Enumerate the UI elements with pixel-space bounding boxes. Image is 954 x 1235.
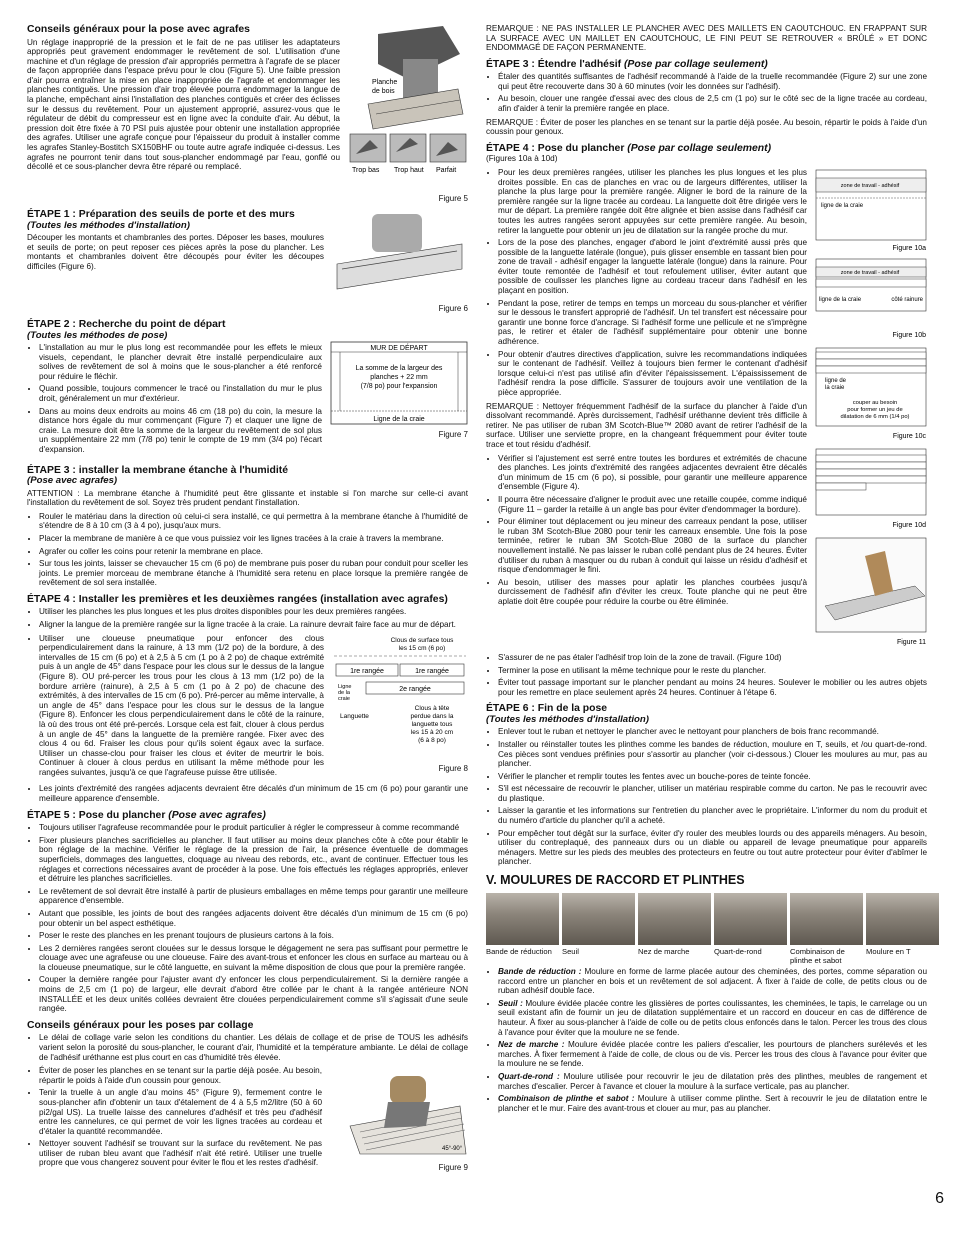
list-item: • Terminer la pose en utilisant la même technique pour le reste du plancher. — [498, 666, 927, 676]
heading-moulures: V. MOULURES DE RACCORD ET PLINTHES — [486, 873, 745, 888]
list-item: • Utiliser les planches les plus longues et les plus droites disponibles pour les deux premières rangées. — [39, 607, 468, 617]
fig7-line2: planches + 22 mm — [370, 374, 428, 381]
fig9-caption: Figure 9 — [438, 1163, 468, 1173]
fig10b-caption: Figure 10b — [892, 331, 926, 339]
etape2-subtitle: (Toutes les méthodes de pose) — [27, 329, 168, 341]
list-item: • Lors de la pose des planches, engager d'abord le joint d'extrémité aussi près que possible de la languette latérale (longue), puis glisser ensemble en tassant bien pour zone de travail - adhésif engager la languette latérale (longue) dans la rainure. Pour éviter toute remontée de l'adhésif et tout refoulement utiliser, éviter autant que possible de coulisser les planches ligne au cordeau traceur dans l'adhésif en les plaçant en position. — [498, 238, 807, 296]
list-item: • Laisser la garantie et les informations sur l'entretien du plancher avec le propriétaire. L'informer du nom du produit et du numéro d'article du plancher qu'il a acheté. — [498, 806, 927, 825]
list-item: • Couper la dernière rangée pour l'ajuster avant d'y enfoncer les clous perpendiculairement. Si la dernière rangée a moins de 2,5 cm (1 po) de largeur, elle devrait d'abord être collée par le chant à la rangée antérieure NON INSTALLÉE et les deux unités collées devraient être clouées perpendiculairement comme s'il s'agissait d'une seule rangée. — [39, 975, 468, 1013]
section-conseils-agrafes — [27, 24, 468, 203]
list-item: • Toujours utiliser l'agrafeuse recommandée pour le produit particulier à régler le compresseur à comme recommandé — [39, 823, 468, 833]
fig10c-craie1: ligne de — [825, 377, 847, 384]
list-item: • Il pourra être nécessaire d'aligner le produit avec une retaille coupée, comme indiqué (Figure 11 – garder la retaille à un angle bas pour éviter d'endommager la bordure). — [498, 495, 807, 514]
list-item: • Les 2 dernières rangées seront clouées sur le dessus lorsque le dégagement ne sera pas suffisant pour permettre le clouage avec une agrafeuse ou une cloueuse. Faire des avant-trous et enfoncer les clous en surface au marteau ou à la cloueuse pneumatique, sur le côté languette, en suivant la même disposition de clous que pour la première rangée. — [39, 944, 468, 973]
list-item: • Fixer plusieurs planches sacrificielles au plancher. Il faut utiliser au moins deux planches côte à côte pour établir le bon réglage de la machine. Vérifier le réglage de la pression de l'air, la présence éventuelle de dommages superficiels, dommages des languettes, cloquage au niveau des rebords, etc., avant de continuer. Effectuer tous les réglages et corrections nécessaires avant de procéder à la pose. Une fois effectués les réglages appropriés, enlever et détruire les planches sacrificielles. — [39, 836, 468, 884]
page-number: 6 — [935, 1190, 944, 1207]
list-etape4 — [27, 607, 468, 629]
fig10a-caption: Figure 10a — [892, 244, 926, 252]
fig8-tete2: perdue dans la — [410, 712, 454, 720]
fig10c-coupe1: couper au besoin — [852, 399, 898, 406]
fig5-parfait-diagram — [430, 134, 466, 162]
molding-bande-reduction — [486, 893, 559, 965]
list-item: • S'assurer de ne pas étaler l'adhésif trop loin de la zone de travail. (Figure 10d) — [498, 653, 927, 663]
trowel-illustration — [330, 1066, 468, 1158]
heading-conseils-collage: Conseils généraux pour les poses par collage — [27, 1019, 254, 1031]
list-item: • Sur tous les joints, laisser se chevaucher 15 cm (6 po) de membrane puis poser du ruban pour conduit pour sceller les joints. Le premier morceau de membrane étanche à l'humidité sera retenu en place lorsque la première rangée de revêtement de sol sera installée. — [39, 559, 468, 588]
fig11-caption: Figure 11 — [896, 638, 926, 646]
starting-wall-diagram — [330, 341, 468, 425]
def-text: Moulure évidée placée contre les glissières de portes coulissantes, les cheminées, le tapis, le carrelage ou un seuil existant afin de fournir un jeu de dilatation supplémentaire et un raccord en douceur en cas de différence de hauteur. À fixer au sous-plancher à l'aide de colle ou de petits clous enfoncés dans le talon. Percer les trous des clous à l'avance pour éviter que la moulure ne se fende. — [498, 998, 927, 1037]
molding-caption: Moulure en T — [866, 947, 911, 957]
molding-seuil — [562, 893, 635, 965]
molding-image — [714, 893, 787, 945]
heading-etape1 — [27, 209, 324, 231]
molding-caption: Quart-de-rond — [714, 947, 762, 957]
fig10b-zone: zone de travail - adhésif — [840, 269, 900, 276]
fig8-languette: Languette — [340, 712, 369, 720]
fig10d-caption: Figure 10d — [892, 521, 926, 529]
figure-10a — [815, 168, 927, 252]
etape2-title: ÉTAPE 2 : Recherche du point de départ — [27, 319, 226, 330]
figure-10d — [815, 447, 927, 531]
def-text: Moulure en forme de larme placée autour des cheminées, des portes, comme séparation ou raccord entre un plancher en bois et un revêtement de sol adjacent. À fixer à l'aide de colle, de petits clous ou de ruban adhésif double face. — [498, 967, 927, 996]
etape3-attention: ATTENTION : La membrane étanche à l'humidité peut être glissante et instable si l'on marche sur celle-ci avant l'installation du revêtement de sol. Soyez très prudent pendant l'installation. — [27, 488, 468, 508]
list-item: • Vérifier le plancher et remplir toutes les fentes avec un bouche-pores de teinte foncée. — [498, 772, 927, 782]
r-etape4-figs-ref: (Figures 10a à 10d) — [486, 154, 558, 164]
fig10b-craie: ligne de la craie — [819, 296, 862, 303]
list-item — [498, 999, 927, 1037]
fig9-angle: 45°-90° — [442, 1146, 463, 1153]
list-item: • Utiliser une cloueuse pneumatique pour enfoncer des clous perpendiculairement dans la rainure, à 13 mm (1/2 po) de la bordure, à des intervalles de 15 cm (6 po) et à 2,5 à 5 cm (1 po à 2 po) de chaque extrémité puis à un angle de 45° dans l'espace pour les clous sur le dessus de la langue (Figure 8). OU pré-percer les trous pour les clous à 13 mm (1/2 po) de la bordure arrière (rainure), à 2,5 à 5 cm (1 po à 2 po) de chacune des extrémités, à des intervalles de 15 cm (6 po). Pré-percer au même intervalle, à un angle de 45° dans l'espace pour les clous sur le dessus de la langue (Figure 8). Enfoncer les clous perpendiculairement dans le côté de la rainure, là où des trous ont été pré-percés. Lorsque cela est fait, clouer à clous perdus à un angle de 45° dans la languette de la première rangée. Fixer avec des clous 4 ou 6d. Fraiser les clous pour qu'ils soient égaux avec la surface. Utiliser un chasse-clou pour fraiser les clous et éviter de meurtrir le bois. Continuer à clouer à clous perdus en utilisant la même méthode pour les rangées suivantes, jusqu'à ce que l'agrafeuse puisse être utilisée. — [39, 634, 324, 778]
r-etape4-fig-row — [486, 168, 927, 653]
def-term: Combinaison de plinthe et sabot : — [498, 1094, 635, 1104]
list-item: • Installer ou réinstaller toutes les plinthes comme les bandes de réduction, moulure en T, seuils, et /ou quart-de-rond. Ces pièces sont vendues préfinies pour s'assortir au plancher (voir ci-dessous.) Clouer les moulures au mur, pas au plancher. — [498, 740, 927, 769]
list-item: • Tenir la truelle à un angle d'au moins 45° (Figure 9), fermement contre le sous-plancher afin d'obtenir un taux d'étalement de 4 à 5,5 m2/litre (50 à 60 pi2/gal US). La truelle laisse des cannelures d'adhésif et très peu d'adhésif entre les cannelures, ce qui permet de voir les lignes tracées au cordeau et d'étaler la quantité recommandée. — [39, 1088, 322, 1136]
list-item: • Nettoyer souvent l'adhésif se trouvant sur la surface du revêtement. Ne pas utiliser de ruban bleu avant que l'adhésif n'ait été retiré. Utiliser une truelle propre que vous changerez souvent pour éviter le flou et les restes d'adhésif. — [39, 1139, 322, 1168]
fig8-clous-surface1: Clous de surface tous — [390, 636, 454, 644]
figure-10c — [815, 346, 927, 442]
r-etape3-remarque: REMARQUE : Éviter de poser les planches en se tenant sur la partie déjà posée. Au besoin, répartir le poids à l'aide d'un coussin pour genoux. — [486, 117, 927, 137]
fig5-trop-haut-diagram — [390, 134, 426, 162]
list-etape2 — [27, 343, 322, 455]
r-etape4-subtitle: (Pose par collage seulement) — [627, 142, 772, 154]
section-etape1 — [27, 203, 468, 313]
moulures-gallery — [486, 893, 927, 965]
list-item — [498, 1072, 927, 1091]
fig10c-coupe3: dilatation de 6 mm (1/4 po) — [840, 413, 910, 420]
fig8-rangee1a: 1re rangée — [350, 667, 384, 675]
list-item: • Dans au moins deux endroits au moins 46 cm (18 po) du coin, la mesure la distance hors égale du mur commençant (Figure 7) et claquer une ligne de craie. La mesure doit être la somme de la largeur du revêtement de sol plus un supplémentaire 22 mm (7/8 po) tenir le compte de 19 mm (3/4 po) l'écart d'expansion. — [39, 407, 322, 455]
def-text: Moulure évidée placée contre les paliers d'escalier, les pourtours de planchers surélevés et les marches. À fixer fermement à l'aide de colle, de clous ou de vis. Percer les trous des clous à l'avance pour éviter que la moulure ne se fende. — [498, 1040, 928, 1069]
figure-8 — [332, 634, 468, 773]
fig5-label-bois: de bois — [372, 88, 395, 95]
list-item: • Enlever tout le ruban et nettoyer le plancher avec le nettoyant pour planchers de bois franc recommandé. — [498, 727, 927, 737]
list-etape4-after — [27, 784, 468, 803]
section-etape2 — [27, 313, 468, 459]
list-item: • S'il est nécessaire de recouvrir le plancher, utiliser un matériau respirable comme du carton. Ne pas le recouvrir avec du plastique. — [498, 784, 927, 803]
list-item: • Vérifier si l'ajustement est serré entre toutes les bordures et extrémités de chacune des planches. Les joints d'extrémité des rangées adjacentes devraient être décalés d'un minimum de 15 cm (6 po), si possible, pour garantir une meilleure apparence d'ensemble (Figure 4). — [498, 454, 807, 492]
fig5-trop-bas-diagram — [350, 134, 386, 162]
def-term: Quart-de-rond : — [498, 1071, 560, 1081]
list-etape4-fig — [27, 634, 324, 781]
list-item: • Éviter de poser les planches en se tenant sur la partie déjà posée. Au besoin, répartir le poids à l'aide d'un coussin pour genoux. — [39, 1066, 322, 1085]
list-item: • Rouler le matériau dans la direction où celui-ci sera installé, ce qui permettra à la membrane étanche à l'humidité de s'étendre de 8 à 10 cm (3 à 4 po), jusqu'aux murs. — [39, 512, 468, 531]
list-r-etape4-3 — [486, 653, 927, 697]
def-text: Moulure utilisée pour recouvrir le jeu de dilatation près des plinthes, meubles de rangement et marches d'escalier. Percer à l'avance et clouer la moulure à la surface verticale, pas au plancher. — [498, 1071, 928, 1091]
etape4-figure-row — [27, 634, 468, 785]
def-text: Moulure à utiliser comme plinthe. Sert à recouvrir le jeu de dilatation entre le plancher et le mur. Faire des avant-trous et clouer au mur, pas au plancher. — [498, 1094, 927, 1113]
saw-cut-illustration — [332, 209, 468, 299]
r-etape4-title: ÉTAPE 4 : Pose du plancher — [486, 142, 625, 154]
list-item — [498, 1040, 927, 1069]
list-item — [498, 1094, 927, 1113]
nailing-diagram — [332, 634, 468, 759]
list-etape3 — [27, 512, 468, 588]
molding-image — [486, 893, 559, 945]
list-r-etape4 — [486, 168, 807, 398]
molding-nez-marche — [638, 893, 711, 965]
list-item: • Autant que possible, les joints de bout des rangées adjacents doivent être décalés d'un minimum de 15 cm (6 po) pour obtenir un bel aspect esthétique. — [39, 909, 468, 928]
list-item: • Aligner la langue de la première rangée sur la ligne tracée à la craie. La rainure devrait faire face au mur de départ. — [39, 620, 468, 630]
molding-caption: Combinaison de plinthe et sabot — [790, 947, 845, 966]
fig6-caption: Figure 6 — [438, 304, 468, 313]
molding-caption: Seuil — [562, 947, 579, 957]
list-item: • Poser le reste des planches en les prenant toujours de plusieurs cartons à la fois. — [39, 931, 468, 941]
molding-quart-de-rond — [714, 893, 787, 965]
fig7-caption: Figure 7 — [438, 430, 468, 439]
list-conseils-collage — [27, 1033, 468, 1062]
r-etape6-subtitle: (Toutes les méthodes d'installation) — [486, 713, 649, 725]
list-item: • Pour les deux premières rangées, utiliser les planches les plus longues et les plus droites possible. En cas de planches en vrac ou de largeurs différentes, utiliser la planche la plus large pour la première rangée. Aligner le bord de la rainure de la première rangée sur la ligne tracée au cordeau. La languette doit être dirigée vers le mur de départ. La première rangée doit être alignée et bien assise dans l'adhésif car toutes les autres rangées seront appuyées sur cette première rangée. Au besoin, retirer la languette pour obtenir un jeu de dilatation sur la rangée proche du mur. — [498, 168, 807, 235]
list-item: • Les joints d'extrémité des rangées adjacents devraient être décalés d'un minimum de 15 cm (6 po) pour garantir une meilleure apparence d'ensemble. — [39, 784, 468, 803]
list-item: • Au besoin, utiliser des masses pour aplatir les planches courbées jusqu'à durcissement de l'adhésif afin d'éviter les creux. Toute planche qui ne peut être aplatie doit être coupée pour réduire la courbe ou être éliminée. — [498, 578, 807, 607]
list-item: • Le délai de collage varie selon les conditions du chantier. Les délais de collage et de prise de TOUS les adhésifs varient selon la porosité du sous-plancher, le courant d'air, l'humidité et la température ambiante. Le délai de collage de l'adhésif uréthanne est plus court en cas d'humidité très élevée. — [39, 1033, 468, 1062]
etape1-subtitle: (Toutes les méthodes d'installation) — [27, 219, 190, 231]
r-etape4-remarque: REMARQUE : Nettoyer fréquemment l'adhésif de la surface du plancher à l'aide d'un dissolvant recommandé. Après durcissement, l'adhésif uréthanne devient très difficile à retirer. Ne pas utiliser de ruban 3M Scotch-Blue™ 2080 avant de retirer l'adhésif de la surface. Utiliser une serviette propre, en la changeant fréquemment pour éviter toute trace et tout résidu d'adhésif. — [486, 401, 807, 449]
list-item — [498, 967, 927, 996]
list-item: • Placer la membrane de manière à ce que vous puissiez voir les lignes tracées à la craie à travers la membrane. — [39, 534, 468, 544]
etape3-title: ÉTAPE 3 : installer la membrane étanche à l'humidité — [27, 464, 288, 476]
molding-caption: Bande de réduction — [486, 947, 552, 957]
list-r-etape4-2 — [486, 454, 807, 607]
fig8-tete5: (6 à 8 po) — [418, 736, 446, 744]
etape1-title: ÉTAPE 1 : Préparation des seuils de porte et des murs — [27, 209, 295, 220]
list-item: • Éviter tout passage important sur le plancher pendant au moins 24 heures. Soulever le mobilier ou les autres objets pour les remettre en place seulement après 24 heures. Continuer à l'étape 6. — [498, 678, 927, 697]
list-item: • Étaler des quantités suffisantes de l'adhésif recommandé à l'aide de la truelle recommandée (Figure 2) sur une zone qui peut être recouverte dans 30 à 60 minutes (voir les données sur l'adhésif). — [498, 72, 927, 91]
molding-image — [638, 893, 711, 945]
def-term: Nez de marche : — [498, 1040, 565, 1050]
heading-r-etape6 — [486, 703, 927, 725]
list-etape5 — [27, 823, 468, 1014]
figure-5 — [348, 24, 468, 203]
fig8-tete1: Clous à tête — [414, 704, 450, 712]
etape5-subtitle: (Pose avec agrafes) — [168, 809, 266, 821]
molding-image — [790, 893, 863, 945]
list-item: • Pour empêcher tout dégât sur la surface, éviter d'y rouler des meubles lourds ou des appareils ménagers. Au besoin, utiliser du contreplaqué, des panneaux durs ou un diable ou appareil de levage pneumatique pour appareils ménagers. Mettre sur les pieds des meubles des protecteurs en feutre ou tout autre protecteur pour éviter d'abîmer le plancher. — [498, 829, 927, 867]
fig7-mur: MUR DE DÉPART — [370, 345, 428, 352]
figure-10b — [815, 257, 927, 341]
molding-image — [866, 893, 939, 945]
fig7-line3: (7/8 po) pour l'expansion — [360, 383, 438, 390]
etape5-title: ÉTAPE 5 : Pose du plancher — [27, 809, 166, 821]
fig5-trop-bas: Trop bas — [352, 167, 380, 174]
figure-9 — [330, 1066, 468, 1172]
molding-caption: Nez de marche — [638, 947, 690, 957]
right-column — [486, 24, 927, 1117]
figure-11 — [815, 536, 927, 648]
molding-t — [866, 893, 939, 965]
figure-7 — [330, 341, 468, 439]
r-etape3-subtitle: (Pose par collage seulement) — [623, 58, 768, 70]
fig8-rangee1b: 1re rangée — [415, 667, 449, 675]
fig10c-craie2: la craie — [825, 384, 845, 391]
stapler-illustration — [348, 24, 468, 189]
list-item: • Pour éliminer tout déplacement ou jeu mineur des carreaux pendant la pose, utiliser le ruban 3M Scotch-Blue 2080 pour tenir les carreaux ensemble. Une fois la pose terminée, retirer le ruban 3M Scotch-Blue 2080 de la surface du plancher nouvellement installé. Ne pas laisser le ruban collé pendant plus de 24 heures. Éviter d'utiliser du ruban à masquer ou du ruban à conduit qui laisse un résidu d'adhésif et risque d'endommager le fini. — [498, 517, 807, 575]
def-term: Seuil : — [498, 998, 523, 1008]
left-column — [27, 24, 468, 1175]
fig8-rangee2: 2e rangée — [399, 685, 431, 693]
fig8-caption: Figure 8 — [438, 763, 468, 773]
heading-etape4: ÉTAPE 4 : Installer les premières et les deuxièmes rangées (installation avec agrafes) — [27, 593, 448, 605]
fig10b-rainure: côté rainure — [891, 296, 923, 303]
fig8-ligne2: de la — [338, 689, 350, 696]
list-item: • Le revêtement de sol devrait être installé à partir de plusieurs emballages en même temps pour garantir une meilleure apparence d'ensemble. — [39, 887, 468, 906]
fig5-parfait: Parfait — [436, 167, 457, 174]
fig5-caption: Figure 5 — [438, 194, 468, 203]
etape3-subtitle: (Pose avec agrafes) — [27, 475, 118, 487]
fig8-ligne1: Ligne — [338, 683, 352, 690]
fig10c-coupe2: pour former un jeu de — [847, 406, 903, 413]
def-term: Bande de réduction : — [498, 967, 582, 977]
fig8-tete4: les 15 à 20 cm — [410, 728, 454, 736]
fig8-clous-surface2: les 15 cm (6 po) — [398, 644, 446, 652]
list-item: • Pendant la pose, retirer de temps en temps un morceau du sous-plancher et vérifier sur le dessous le transfert approprié de l'adhésif. Un tel transfert est nécessaire pour garantir une bonne force d'ancrage. Si l'adhésif forme une pellicule et ne s'imprègne pas, le retirer et étaler de l'adhésif supplémentaire pour obtenir une bonne adhérence. — [498, 299, 807, 347]
fig7-line1: La somme de la largeur des — [355, 365, 443, 372]
fig8-tete3: languette tous — [411, 720, 453, 728]
text-etape1: Découper les montants et chambranles des portes. Déposer les bases, moulures et seuils de porte; on peut reposer ces pièces après la pose du plancher. Les montants et chambranles doivent être découpés pour éviter les découpes difficiles (Figure 6). — [27, 233, 324, 271]
list-r-etape6 — [486, 727, 927, 867]
molding-image — [562, 893, 635, 945]
list-r-etape3 — [486, 72, 927, 113]
fig10a-craie: ligne de la craie — [821, 202, 864, 209]
text-conseils-agrafes: Un réglage inapproprié de la pression et le fait de ne pas utiliser les adaptateurs appropriés peut gravement endommager le revêtement de sol. L'utilisation d'une machine et d'un réglage de pression d'air appropriés permettra à l'agrafe de se placer de façon appropriée dans l'espace prévu pour le clou (Figure 5). Une faible pression d'air pourra entraîner la mise en place inappropriée de l'agrafe et endommager les planches contiguës. Une pression d'air trop élevée pourra endommager la langue de la planche, empêchant ainsi l'installation des planches contiguës et créer des éclisses sur le dessus du revêtement. Pour un ajustement approprié, assurez-vous que le régulateur de débit du compresseur est en ligne avec la conduite d'air. Au début, la pression doit être fixée à 70 PSI puis ajustée pour obtenir une installation appropriée des agrafes. Utiliser une agrafe conçue pour l'épaisseur du produit à installer comme les agrafes Stanley-Bostitch SX150BHF ou toute autre agrafe indiquée ci-dessus. Les agrafes ne pourront tenir dans tout sous-plancher endommagé par l'eau, gonflé ou décollé et ce sous-plancher devra être réparé ou remplacé. — [27, 37, 340, 172]
remarque-top: REMARQUE : NE PAS INSTALLER LE PLANCHER AVEC DES MAILLETS EN CAOUTCHOUC. EN FRAPPANT SUR LA SURFACE AVEC UN MAILLET EN CAOUTCHOUC, LE FINI PEUT SE RETROUVER « BRÛLÉ » ET DONC ENDOMMAGÉ DE FAÇON PERMANENTE. — [486, 24, 927, 53]
list-moulures-defs — [486, 967, 927, 1113]
figure-6 — [332, 209, 468, 313]
r-etape3-title: ÉTAPE 3 : Étendre l'adhésif — [486, 58, 622, 70]
fig10c-caption: Figure 10c — [892, 432, 926, 440]
figures-10-11 — [815, 168, 927, 653]
heading-conseils-agrafes: Conseils généraux pour la pose avec agrafes — [27, 24, 250, 35]
list-conseils-collage-fig — [27, 1066, 322, 1171]
molding-plinthe-sabot — [790, 893, 863, 965]
fig5-label-planche: Planche — [372, 79, 398, 86]
heading-etape3 — [27, 465, 468, 487]
list-item: • Pour obtenir d'autres directives d'application, suivre les recommandations indiquées sur le contenant de l'adhésif. Veillez à toujours bien fermer le contenant d'adhésif lorsque celui-ci n'est pas utilisé afin d'éviter l'épaississement. L'épaississement de l'adhésif rendra la pose difficile. S'assurer de toujours avoir une ventilation de la pièce appropriée. — [498, 350, 807, 398]
fig7-craie: Ligne de la craie — [373, 416, 425, 423]
heading-r-etape4 — [486, 143, 927, 155]
fig10a-zone: zone de travail - adhésif — [840, 182, 900, 189]
collage-figure-row — [27, 1066, 468, 1175]
fig5-trop-haut: Trop haut — [394, 167, 424, 174]
fig8-ligne3: craie — [338, 695, 350, 702]
list-item: • Quand possible, toujours commencer le tracé ou l'installation du mur le plus droit, généralement un mur d'extérieur. — [39, 384, 322, 403]
r-etape6-title: ÉTAPE 6 : Fin de la pose — [486, 703, 608, 715]
heading-etape2 — [27, 319, 322, 341]
list-item: • L'installation au mur le plus long est recommandée pour les effets le mieux visuels, cependant, le plancher devrait être installé perpendiculaire aux solives de revêtement de sol à moins que le sous-plancher a été renforcé pour réduire le fléchir. — [39, 343, 322, 381]
heading-r-etape3 — [486, 59, 927, 71]
heading-etape5 — [27, 810, 468, 822]
list-item: • Au besoin, clouer une rangée d'essai avec des clous de 2,5 cm (1 po) sur le côté sec de la ligne tracée au cordeau, afin d'aider à tenir la première rangée en place. — [498, 94, 927, 113]
list-item: • Agrafer ou coller les coins pour retenir la membrane en place. — [39, 547, 468, 557]
